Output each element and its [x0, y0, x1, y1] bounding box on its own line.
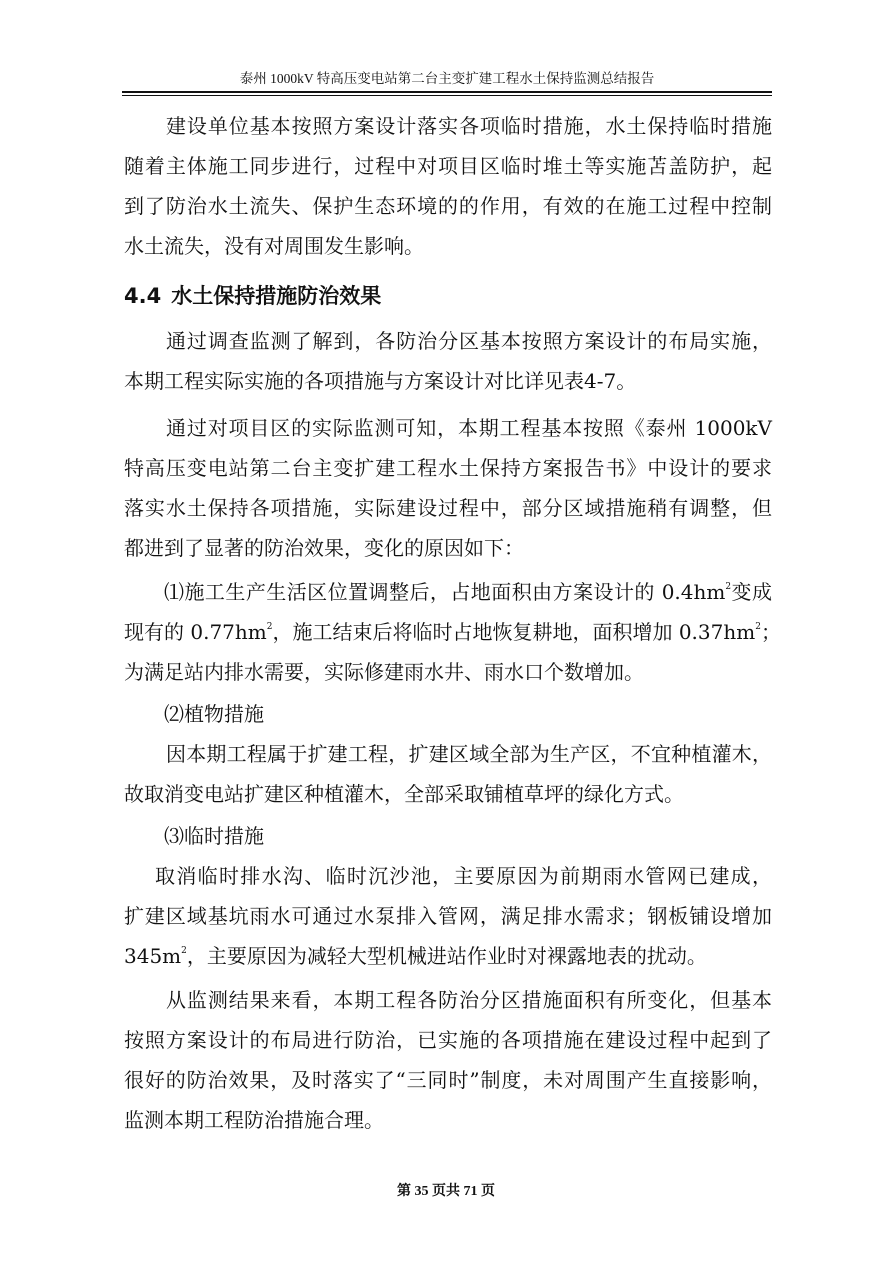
- intro-paragraph: [124, 106, 772, 266]
- paragraph-line: 为满足站内排水需要，实际修建雨水井、雨水口个数增加。: [124, 660, 644, 684]
- paragraph-line: 到了防治水土流失、保护生态环境的的作用，有效的在施工过程中控制: [124, 194, 772, 218]
- section-heading: [124, 276, 772, 316]
- paragraph-line: 通过调查监测了解到，各防治分区基本按照方案设计的布局实施，: [166, 329, 772, 353]
- item-title: ⑵植物措施: [164, 702, 264, 726]
- item-title: ⑶临时措施: [164, 824, 264, 848]
- paragraph-line: 本期工程实际实施的各项措施与方案设计对比详见表4-7。: [124, 369, 637, 393]
- paragraph-line: 监测本期工程防治措施合理。: [124, 1108, 384, 1132]
- paragraph-line: 通过对项目区的实际监测可知，本期工程基本按照《泰州 1000kV: [166, 416, 772, 440]
- section-number: 4.4: [124, 284, 162, 308]
- paragraph-line: ⑴施工生产生活区位置调整后，占地面积由方案设计的 $0.4hm^2$变成: [164, 580, 773, 604]
- section-title: 水土保持措施防治效果: [171, 284, 382, 308]
- paragraph-line: 建设单位基本按照方案设计落实各项临时措施，水土保持临时措施: [166, 114, 772, 138]
- paragraph-line: $345m^2$，主要原因为减轻大型机械进站作业时对裸露地表的扰动。: [124, 944, 707, 968]
- header-rule-thick: [122, 91, 772, 93]
- paragraph-line: 从监测结果来看，本期工程各防治分区措施面积有所变化，但基本: [166, 988, 772, 1012]
- paragraph-line: 都进到了显著的防治效果，变化的原因如下：: [124, 536, 524, 560]
- paragraph-line: 现有的 $0.77hm^2$，施工结束后将临时占地恢复耕地，面积增加 $0.37hm^2$；: [124, 620, 781, 644]
- item-vegetation-measures: [124, 694, 772, 814]
- paragraph-line: 特高压变电站第二台主变扩建工程水土保持方案报告书》中设计的要求: [124, 456, 772, 480]
- paragraph-survey: [124, 321, 772, 401]
- paragraph-line: 落实水土保持各项措施，实际建设过程中，部分区域措施稍有调整，但: [124, 496, 772, 520]
- page-header-title: 泰州 1000kV 特高压变电站第二台主变扩建工程水土保持监测总结报告: [239, 71, 655, 86]
- paragraph-line: 按照方案设计的布局进行防治，已实施的各项措施在建设过程中起到了: [124, 1028, 772, 1052]
- page-number: 第 35 页共 71 页: [397, 1184, 495, 1199]
- header-rule-thin: [122, 95, 772, 96]
- conclusion-paragraph: [124, 980, 772, 1140]
- paragraph-line: 故取消变电站扩建区种植灌木，全部采取铺植草坪的绿化方式。: [124, 782, 684, 806]
- paragraph-monitoring: [124, 408, 772, 568]
- item-construction-area: [124, 572, 781, 692]
- item-temporary-measures: [124, 816, 772, 976]
- paragraph-line: 很好的防治效果，及时落实了“三同时”制度，未对周围产生直接影响，: [124, 1068, 772, 1092]
- paragraph-line: 因本期工程属于扩建工程，扩建区域全部为生产区，不宜种植灌木，: [166, 742, 772, 766]
- paragraph-line: 扩建区域基坑雨水可通过水泵排入管网，满足排水需求；钢板铺设增加: [124, 904, 772, 928]
- paragraph-line: 取消临时排水沟、临时沉沙池，主要原因为前期雨水管网已建成，: [155, 864, 772, 888]
- paragraph-line: 水土流失，没有对周围发生影响。: [124, 234, 424, 258]
- paragraph-line: 随着主体施工同步进行，过程中对项目区临时堆土等实施苫盖防护，起: [124, 154, 772, 178]
